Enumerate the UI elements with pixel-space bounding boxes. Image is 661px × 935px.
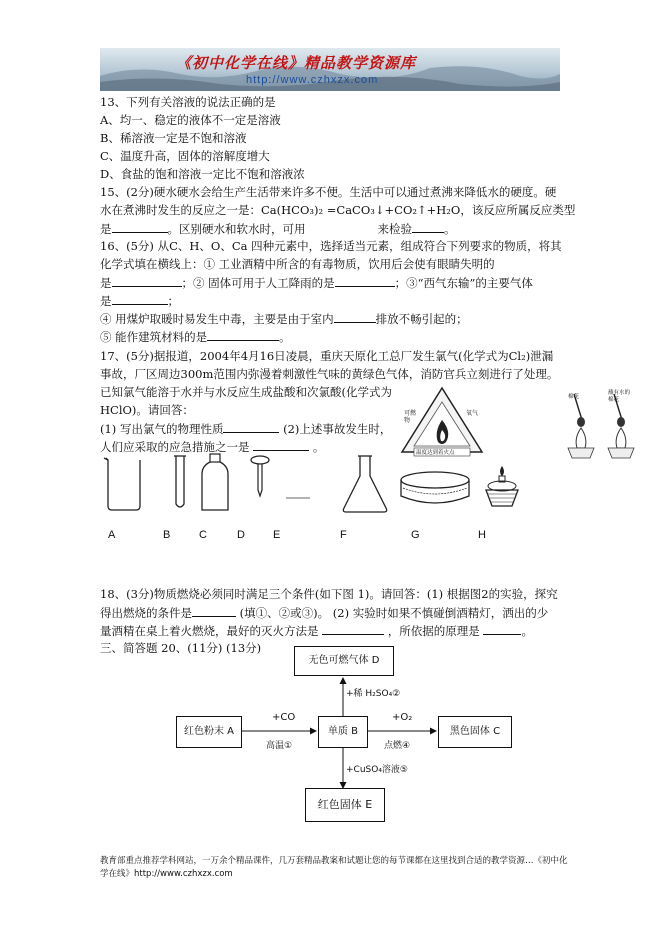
q17-line-1: 17、(5分)据报道，2004年4月16日凌晨，重庆天原化工总厂发生氯气(化学式为Cl₂)泄漏	[100, 349, 554, 363]
reagent-bottle-icon	[202, 454, 228, 510]
q17-line-4: HClO)。请回答：	[100, 403, 194, 417]
q16-line-6: ⑤ 能作建筑材料的是 。	[100, 330, 291, 344]
q13-option-a: A、均一、稳定的液体不一定是溶液	[100, 113, 281, 127]
triangle-label-fuel: 可燃物	[404, 410, 417, 424]
label-high-temp: 高温①	[266, 741, 293, 751]
banner-title: 《初中化学在线》精品教学资源库	[176, 54, 417, 72]
apparatus-label-d: D	[237, 529, 245, 541]
q17-line-2: 事故，厂区周边300m范围内弥漫着刺激性气味的黄绿色气体，消防官兵立刻进行了处理。	[100, 367, 559, 381]
q13-option-c: C、温度升高，固体的溶解度增大	[100, 149, 270, 163]
q18-blank-2[interactable]	[322, 622, 384, 635]
q18-blank-3[interactable]	[483, 622, 521, 635]
node-d-colorless-gas: 无色可燃气体 D	[294, 646, 394, 676]
q17-line-6: 人们应采取的应急措施之一是 。	[100, 440, 325, 454]
q15-line-2: 水在煮沸时发生的反应之一是：Ca(HCO₃)₂ =CaCO₃↓+CO₂↑+H₂O，该反应所属反应类型	[100, 203, 576, 217]
section-3-heading: 三、简答题 20、(11分) (13分)	[100, 641, 262, 655]
apparatus-label-a: A	[108, 529, 116, 541]
q16-blank-3[interactable]	[112, 292, 168, 305]
q18-line-2: 得出燃烧的条件是 (填①、②或③)。 (2) 实验时如果不慎碰倒酒精灯，洒出的少	[100, 606, 549, 620]
label-add-oxygen: +O₂	[392, 712, 413, 723]
apparatus-label-e: E	[273, 529, 281, 541]
node-c-black-solid: 黑色固体 C	[438, 716, 512, 748]
test-tube-icon	[174, 456, 186, 507]
q17-line-5: (1) 写出氯气的物理性质 (2)上述事故发生时，	[100, 422, 392, 436]
q16-blank-5[interactable]	[207, 328, 279, 341]
q15-line-1: 15、(2分)硬水硬水会给生产生活带来许多不便。生活中可以通过煮沸来降低水的硬度。硬	[100, 185, 557, 199]
q15-blank-1[interactable]	[112, 220, 168, 233]
apparatus-label-b: B	[163, 529, 171, 541]
alcohol-lamp-icon	[486, 466, 518, 506]
apparatus-label-c: C	[199, 529, 207, 541]
triangle-label-oxygen: 氧气	[466, 410, 479, 417]
q18-blank-1[interactable]	[192, 604, 236, 617]
label-add-co: +CO	[272, 712, 296, 723]
apparatus-label-g: G	[411, 529, 420, 541]
trough-icon	[401, 472, 469, 503]
node-b-element: 单质 B	[318, 716, 368, 748]
lamp-label-cotton: 棉花	[568, 394, 580, 400]
q15-line-3: 是 。区别硬水和软水时，可用 来检验 。	[100, 222, 456, 236]
q16-line-3: 是 ；② 固体可用于人工降雨的是 ；③“西气东输”的主要气体	[100, 276, 533, 290]
label-ignite: 点燃④	[384, 741, 411, 751]
q16-line-2: 化学式填在横线上：① 工业酒精中所含的有毒物质，饮用后会使有眼睛失明的	[100, 257, 495, 271]
q15-blank-2[interactable]	[412, 220, 444, 233]
q16-line-5: ④ 用煤炉取暖时易发生中毒，主要是由于室内 排放不畅引起的；	[100, 312, 468, 326]
apparatus-row	[100, 450, 540, 520]
q13-stem: 13、下列有关溶液的说法正确的是	[100, 95, 276, 109]
q16-blank-2[interactable]	[335, 274, 395, 287]
conical-flask-icon	[343, 456, 386, 512]
node-e-red-solid: 红色固体 E	[305, 788, 385, 822]
footer-note: 教育部重点推荐学科网站，一万余个精品课件，几万套精品教案和试题让您的每节课都在这里找到合适的教学资源…《初中化学在线》http://www.czhxzx.com	[100, 856, 568, 879]
q16-line-1: 16、(5分) 从C、H、O、Ca 四种元素中，选择适当元素，组成符合下列要求的物质，将其	[100, 239, 562, 253]
q16-blank-4[interactable]	[334, 310, 376, 323]
q18-line-3: 量酒精在桌上着火燃烧，最好的灭火方法是 ，所依据的原理是 。	[100, 624, 533, 638]
apparatus-label-h: H	[478, 529, 486, 541]
apparatus-label-f: F	[340, 529, 347, 541]
label-add-cuso4: +CuSO₄溶液⑤	[346, 765, 409, 775]
label-add-sulfuric-acid: +稀 H₂SO₄②	[346, 689, 401, 699]
triangle-label-temperature: 温度达到着火点	[416, 450, 455, 456]
q16-line-4: 是 ；	[100, 294, 179, 308]
banner-url-link[interactable]: http://www.czhxzx.com	[246, 74, 379, 86]
dropper-icon	[251, 456, 269, 496]
node-a-red-powder: 红色粉末 A	[176, 716, 242, 748]
q17-blank-1[interactable]	[223, 420, 279, 433]
q18-line-1: 18、(3分)物质燃烧必须同时满足三个条件(如下图 1)。请回答：(1) 根据图2的实验，探究	[100, 587, 558, 601]
beaker-icon	[104, 458, 140, 510]
q16-blank-1[interactable]	[112, 274, 182, 287]
q13-option-b: B、稀溶液一定是不饱和溶液	[100, 131, 247, 145]
q17-line-3: 已知氯气能溶于水并与水反应生成盐酸和次氯酸(化学式为	[100, 385, 392, 399]
lamp-label-wet-cotton: 蘸有水的棉花	[608, 390, 631, 403]
q13-option-d: D、食盐的饱和溶液一定比不饱和溶液浓	[100, 167, 305, 181]
